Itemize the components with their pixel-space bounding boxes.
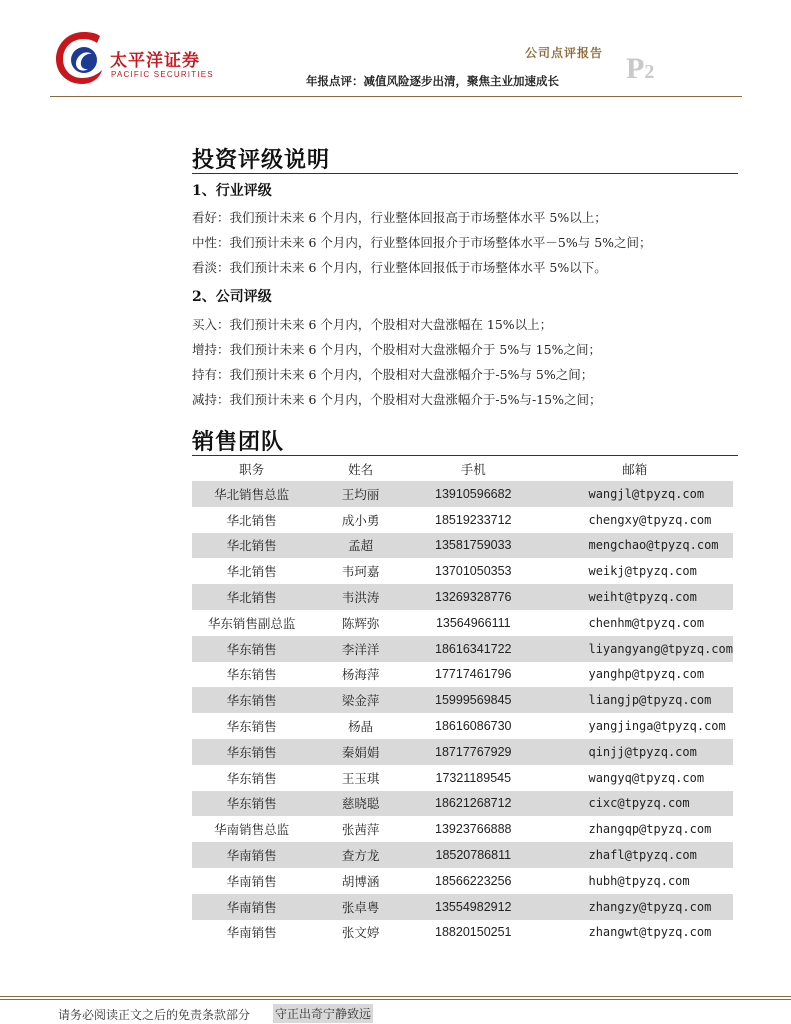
cell-phone: 18621268712	[410, 791, 536, 817]
table-row	[192, 558, 733, 584]
cell-name: 张卓粤	[311, 894, 410, 920]
disclaimer-note: 请务必阅读正文之后的免责条款部分	[58, 1008, 251, 1022]
cell-email[interactable]: zhafl@tpyzq.com	[536, 842, 733, 868]
report-type: 公司点评报告	[525, 46, 604, 60]
company-logo-icon	[54, 28, 104, 86]
cell-email[interactable]: mengchao@tpyzq.com	[536, 533, 733, 559]
brand-name-cn: 太平洋证券	[110, 51, 200, 71]
cell-phone: 18519233712	[435, 512, 512, 527]
cell-name: 胡博涵	[341, 873, 380, 889]
cell-name: 张文婷	[341, 925, 380, 941]
cell-name: 查方龙	[311, 842, 410, 868]
footer-divider	[0, 999, 791, 1000]
cell-name: 李洋洋	[311, 636, 410, 662]
page-prefix: P	[626, 52, 645, 85]
cell-name: 孟超	[311, 533, 410, 559]
rating-section-divider	[192, 173, 738, 174]
cell-title: 华南销售	[192, 842, 311, 868]
cell-email[interactable]: hubh@tpyzq.com	[588, 873, 690, 888]
cell-phone: 18616086730	[435, 719, 512, 734]
cell-name: 陈辉弥	[341, 615, 380, 631]
industry-rating-title: 1、行业评级	[192, 183, 272, 199]
cell-email[interactable]: liangjp@tpyzq.com	[536, 687, 733, 713]
cell-title: 华东销售	[192, 739, 311, 765]
cell-name: 秦娟娟	[311, 739, 410, 765]
header-phone: 手机	[460, 462, 486, 477]
company-rating-line: 减持：我们预计未来 6 个月内，个股相对大盘涨幅介于-5%与-15%之间；	[192, 392, 602, 407]
cell-title: 华东销售	[192, 687, 311, 713]
cell-email[interactable]: cixc@tpyzq.com	[536, 791, 733, 817]
cell-email[interactable]: chenhm@tpyzq.com	[588, 615, 705, 630]
table-row	[192, 842, 733, 868]
table-row	[192, 481, 733, 507]
cell-name: 王均丽	[311, 481, 410, 507]
table-row	[192, 533, 733, 559]
cell-email[interactable]: liyangyang@tpyzq.com	[536, 636, 733, 662]
sales-section-title: 销售团队	[192, 429, 285, 455]
cell-title: 华北销售	[192, 533, 311, 559]
table-row	[192, 687, 733, 713]
header-divider	[50, 96, 742, 97]
cell-title: 华东销售副总监	[207, 615, 296, 631]
report-title: 年报点评：减值风险逐步出清，聚焦主业加速成长	[306, 74, 559, 88]
cell-title: 华北销售	[192, 584, 311, 610]
cell-name: 韦珂嘉	[341, 564, 380, 580]
page-number-value: 2	[644, 61, 655, 83]
cell-name: 韦洪涛	[311, 584, 410, 610]
cell-phone: 13564966111	[435, 615, 511, 630]
cell-phone: 18520786811	[410, 842, 536, 868]
cell-email[interactable]: chengxy@tpyzq.com	[588, 512, 712, 527]
table-row	[192, 636, 733, 662]
table-row	[192, 894, 733, 920]
cell-email[interactable]: qinjj@tpyzq.com	[536, 739, 733, 765]
cell-name: 张茜萍	[341, 822, 380, 838]
company-rating-line: 增持：我们预计未来 6 个月内，个股相对大盘涨幅介于 5%与 15%之间；	[192, 342, 601, 357]
table-row	[192, 662, 733, 688]
company-rating-title: 2、公司评级	[192, 289, 272, 305]
cell-name: 杨晶	[348, 719, 374, 735]
table-row	[192, 920, 733, 946]
table-row	[192, 507, 733, 533]
cell-name: 王玉琪	[341, 770, 380, 786]
cell-email[interactable]: weiht@tpyzq.com	[536, 584, 733, 610]
table-row	[192, 610, 733, 636]
cell-phone: 18616341722	[410, 636, 536, 662]
sales-team-table	[192, 457, 733, 945]
header-title: 职务	[239, 462, 265, 477]
cell-title: 华东销售	[226, 667, 277, 683]
cell-title: 华东销售	[226, 770, 277, 786]
cell-title: 华北销售总监	[192, 481, 311, 507]
cell-phone: 15999569845	[410, 687, 536, 713]
table-row	[192, 765, 733, 791]
cell-title: 华东销售	[192, 791, 311, 817]
brand-name-en: PACIFIC SECURITIES	[111, 70, 214, 79]
cell-phone: 18820150251	[435, 925, 512, 940]
cell-email[interactable]: zhangzy@tpyzq.com	[536, 894, 733, 920]
cell-name: 慈晓聪	[311, 791, 410, 817]
cell-email[interactable]: zhangwt@tpyzq.com	[588, 925, 712, 940]
rating-section-title: 投资评级说明	[192, 147, 331, 173]
cell-phone: 13554982912	[410, 894, 536, 920]
cell-title: 华南销售总监	[214, 822, 290, 838]
cell-title: 华东销售	[226, 719, 277, 735]
cell-phone: 13269328776	[410, 584, 536, 610]
table-row	[192, 791, 733, 817]
cell-email[interactable]: yanghp@tpyzq.com	[588, 667, 705, 682]
cell-name: 杨海萍	[341, 667, 380, 683]
cell-title: 华南销售	[226, 873, 277, 889]
cell-email[interactable]: weikj@tpyzq.com	[588, 564, 697, 579]
cell-email[interactable]: zhangqp@tpyzq.com	[588, 822, 712, 837]
cell-name: 成小勇	[341, 512, 380, 528]
sales-section-divider	[192, 455, 738, 456]
cell-phone: 17717461796	[435, 667, 512, 682]
header-name: 姓名	[348, 462, 374, 477]
company-rating-line: 持有：我们预计未来 6 个月内，个股相对大盘涨幅介于-5%与 5%之间；	[192, 367, 594, 382]
cell-email[interactable]: yangjinga@tpyzq.com	[588, 719, 726, 734]
table-row	[192, 713, 733, 739]
cell-email[interactable]: wangjl@tpyzq.com	[536, 481, 733, 507]
cell-title: 华东销售	[192, 636, 311, 662]
cell-name: 梁金萍	[311, 687, 410, 713]
header-email: 邮箱	[622, 462, 648, 477]
footer-divider	[0, 996, 791, 997]
industry-rating-line: 看好：我们预计未来 6 个月内，行业整体回报高于市场整体水平 5%以上；	[192, 210, 607, 225]
cell-email[interactable]: wangyq@tpyzq.com	[588, 770, 705, 785]
company-motto: 守正出奇宁静致远	[273, 1004, 373, 1023]
cell-title: 华南销售	[226, 925, 277, 941]
cell-phone: 18717767929	[410, 739, 536, 765]
industry-rating-line: 中性：我们预计未来 6 个月内，行业整体回报介于市场整体水平－5%与 5%之间；	[192, 235, 652, 250]
table-row	[192, 868, 733, 894]
table-header-row	[192, 457, 733, 481]
industry-rating-line: 看淡：我们预计未来 6 个月内，行业整体回报低于市场整体水平 5%以下。	[192, 260, 607, 275]
cell-phone: 13923766888	[435, 822, 512, 837]
cell-phone: 18566223256	[435, 873, 512, 888]
cell-phone: 13910596682	[410, 481, 536, 507]
cell-title: 华北销售	[226, 512, 277, 528]
table-row	[192, 816, 733, 842]
cell-phone: 13581759033	[410, 533, 536, 559]
cell-phone: 17321189545	[435, 770, 512, 785]
company-rating-line: 买入：我们预计未来 6 个月内，个股相对大盘涨幅在 15%以上；	[192, 317, 553, 332]
cell-title: 华南销售	[192, 894, 311, 920]
table-row	[192, 584, 733, 610]
cell-phone: 13701050353	[435, 564, 512, 579]
cell-title: 华北销售	[226, 564, 277, 580]
table-row	[192, 739, 733, 765]
page-number	[626, 52, 654, 86]
